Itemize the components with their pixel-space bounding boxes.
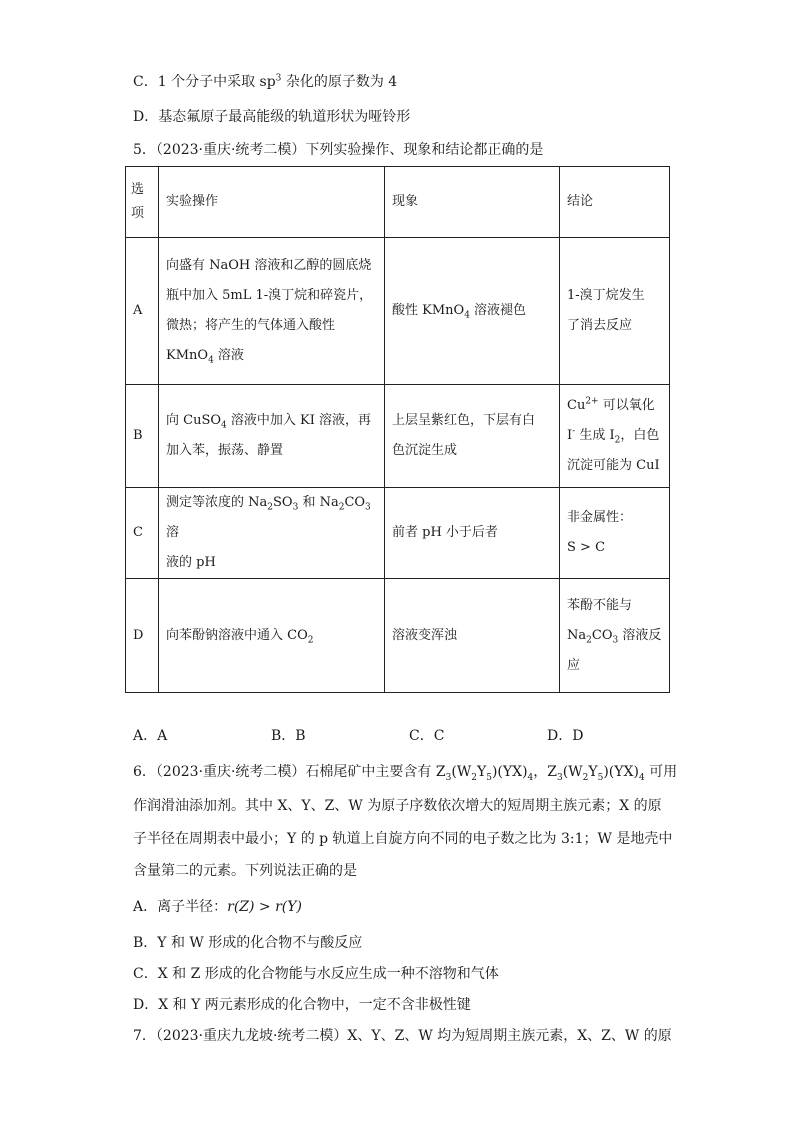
row-d-option: D xyxy=(126,579,159,693)
header-operation: 实验操作 xyxy=(159,167,385,238)
answer-c: C．C xyxy=(409,728,445,744)
row-c-option: C xyxy=(126,488,159,579)
answer-d: D．D xyxy=(547,728,584,744)
header-option: 选项 xyxy=(126,167,159,238)
question-7-stem: 7．（2023·重庆九龙坡·统考二模）X、Y、Z、W 均为短周期主族元素，X、Z、W 的原 xyxy=(133,1028,672,1044)
row-d-operation: 向苯酚钠溶液中通入 $CO_2$ xyxy=(159,579,385,693)
table-row-a xyxy=(126,238,670,385)
option-d-q4: D．基态氟原子最高能级的轨道形状为哑铃形 xyxy=(133,109,411,125)
row-b-conclusion: $Cu^{2+}$ 可以氧化 I- 生成 $I_2$，白色 沉淀可能为 CuI xyxy=(560,385,670,488)
row-a-phenomenon: 酸性 KMnO$_4$ 溶液褪色 xyxy=(385,238,560,385)
question-6-option-a: A．离子半径：r(Z) > r(Y) xyxy=(133,899,302,915)
experiment-table xyxy=(125,166,670,693)
question-6-option-c: C．X 和 Z 形成的化合物能与水反应生成一种不溶物和气体 xyxy=(133,966,499,982)
answer-a: A．A xyxy=(133,728,168,744)
question-6-stem-line2: 作润滑油添加剂。其中 X、Y、Z、W 为原子序数依次增大的短周期主族元素；X 的原 xyxy=(133,798,662,814)
table-row-d xyxy=(126,579,670,693)
row-b-phenomenon: 上层呈紫红色，下层有白 色沉淀生成 xyxy=(385,385,560,488)
question-6-stem-line3: 子半径在周期表中最小；Y 的 p 轨道上自旋方向不同的电子数之比为 3:1；W 是地壳中 xyxy=(133,831,673,847)
question-6-option-b: B．Y 和 W 形成的化合物不与酸反应 xyxy=(133,935,363,951)
row-c-phenomenon: 前者 pH 小于后者 xyxy=(385,488,560,579)
row-b-option: B xyxy=(126,385,159,488)
answer-b: B．B xyxy=(271,728,306,744)
question-6-stem-line1: 6．（2023·重庆·统考二模）石棉尾矿中主要含有 $Z_3(W_2Y_5)(YX)_4$，$Z_3(W_2Y_5)(YX)_4$ 可用 xyxy=(133,764,678,783)
row-b-operation: 向 CuSO$_4$ 溶液中加入 KI 溶液，再 加入苯，振荡、静置 xyxy=(159,385,385,488)
header-conclusion: 结论 xyxy=(560,167,670,238)
table-header-row xyxy=(126,167,670,238)
header-phenomenon: 现象 xyxy=(385,167,560,238)
question-5-stem: 5．（2023·重庆·统考二模）下列实验操作、现象和结论都正确的是 xyxy=(133,142,544,158)
row-a-conclusion: 1-溴丁烷发生 了消去反应 xyxy=(560,238,670,385)
question-6-option-d: D．X 和 Y 两元素形成的化合物中，一定不含非极性键 xyxy=(133,997,471,1013)
row-c-operation: 测定等浓度的 $Na_2SO_3$ 和 $Na_2CO_3$ 溶 液的 pH xyxy=(159,488,385,579)
row-c-conclusion: 非金属性： S > C xyxy=(560,488,670,579)
table-row-b xyxy=(126,385,670,488)
row-a-option: A xyxy=(126,238,159,385)
row-d-conclusion: 苯酚不能与 $Na_2CO_3$ 溶液反 应 xyxy=(560,579,670,693)
question-6-stem-line4: 含量第二的元素。下列说法正确的是 xyxy=(133,863,357,879)
option-c-q4: C．1 个分子中采取 $sp^3$ 杂化的原子数为 4 xyxy=(133,73,398,90)
row-a-operation: 向盛有 NaOH 溶液和乙醇的圆底烧 瓶中加入 5mL 1-溴丁烷和碎瓷片， 微热；将产生的气体通入酸性 KMnO$_4$ 溶液 xyxy=(159,238,385,385)
row-d-phenomenon: 溶液变浑浊 xyxy=(385,579,560,693)
table-row-c xyxy=(126,488,670,579)
